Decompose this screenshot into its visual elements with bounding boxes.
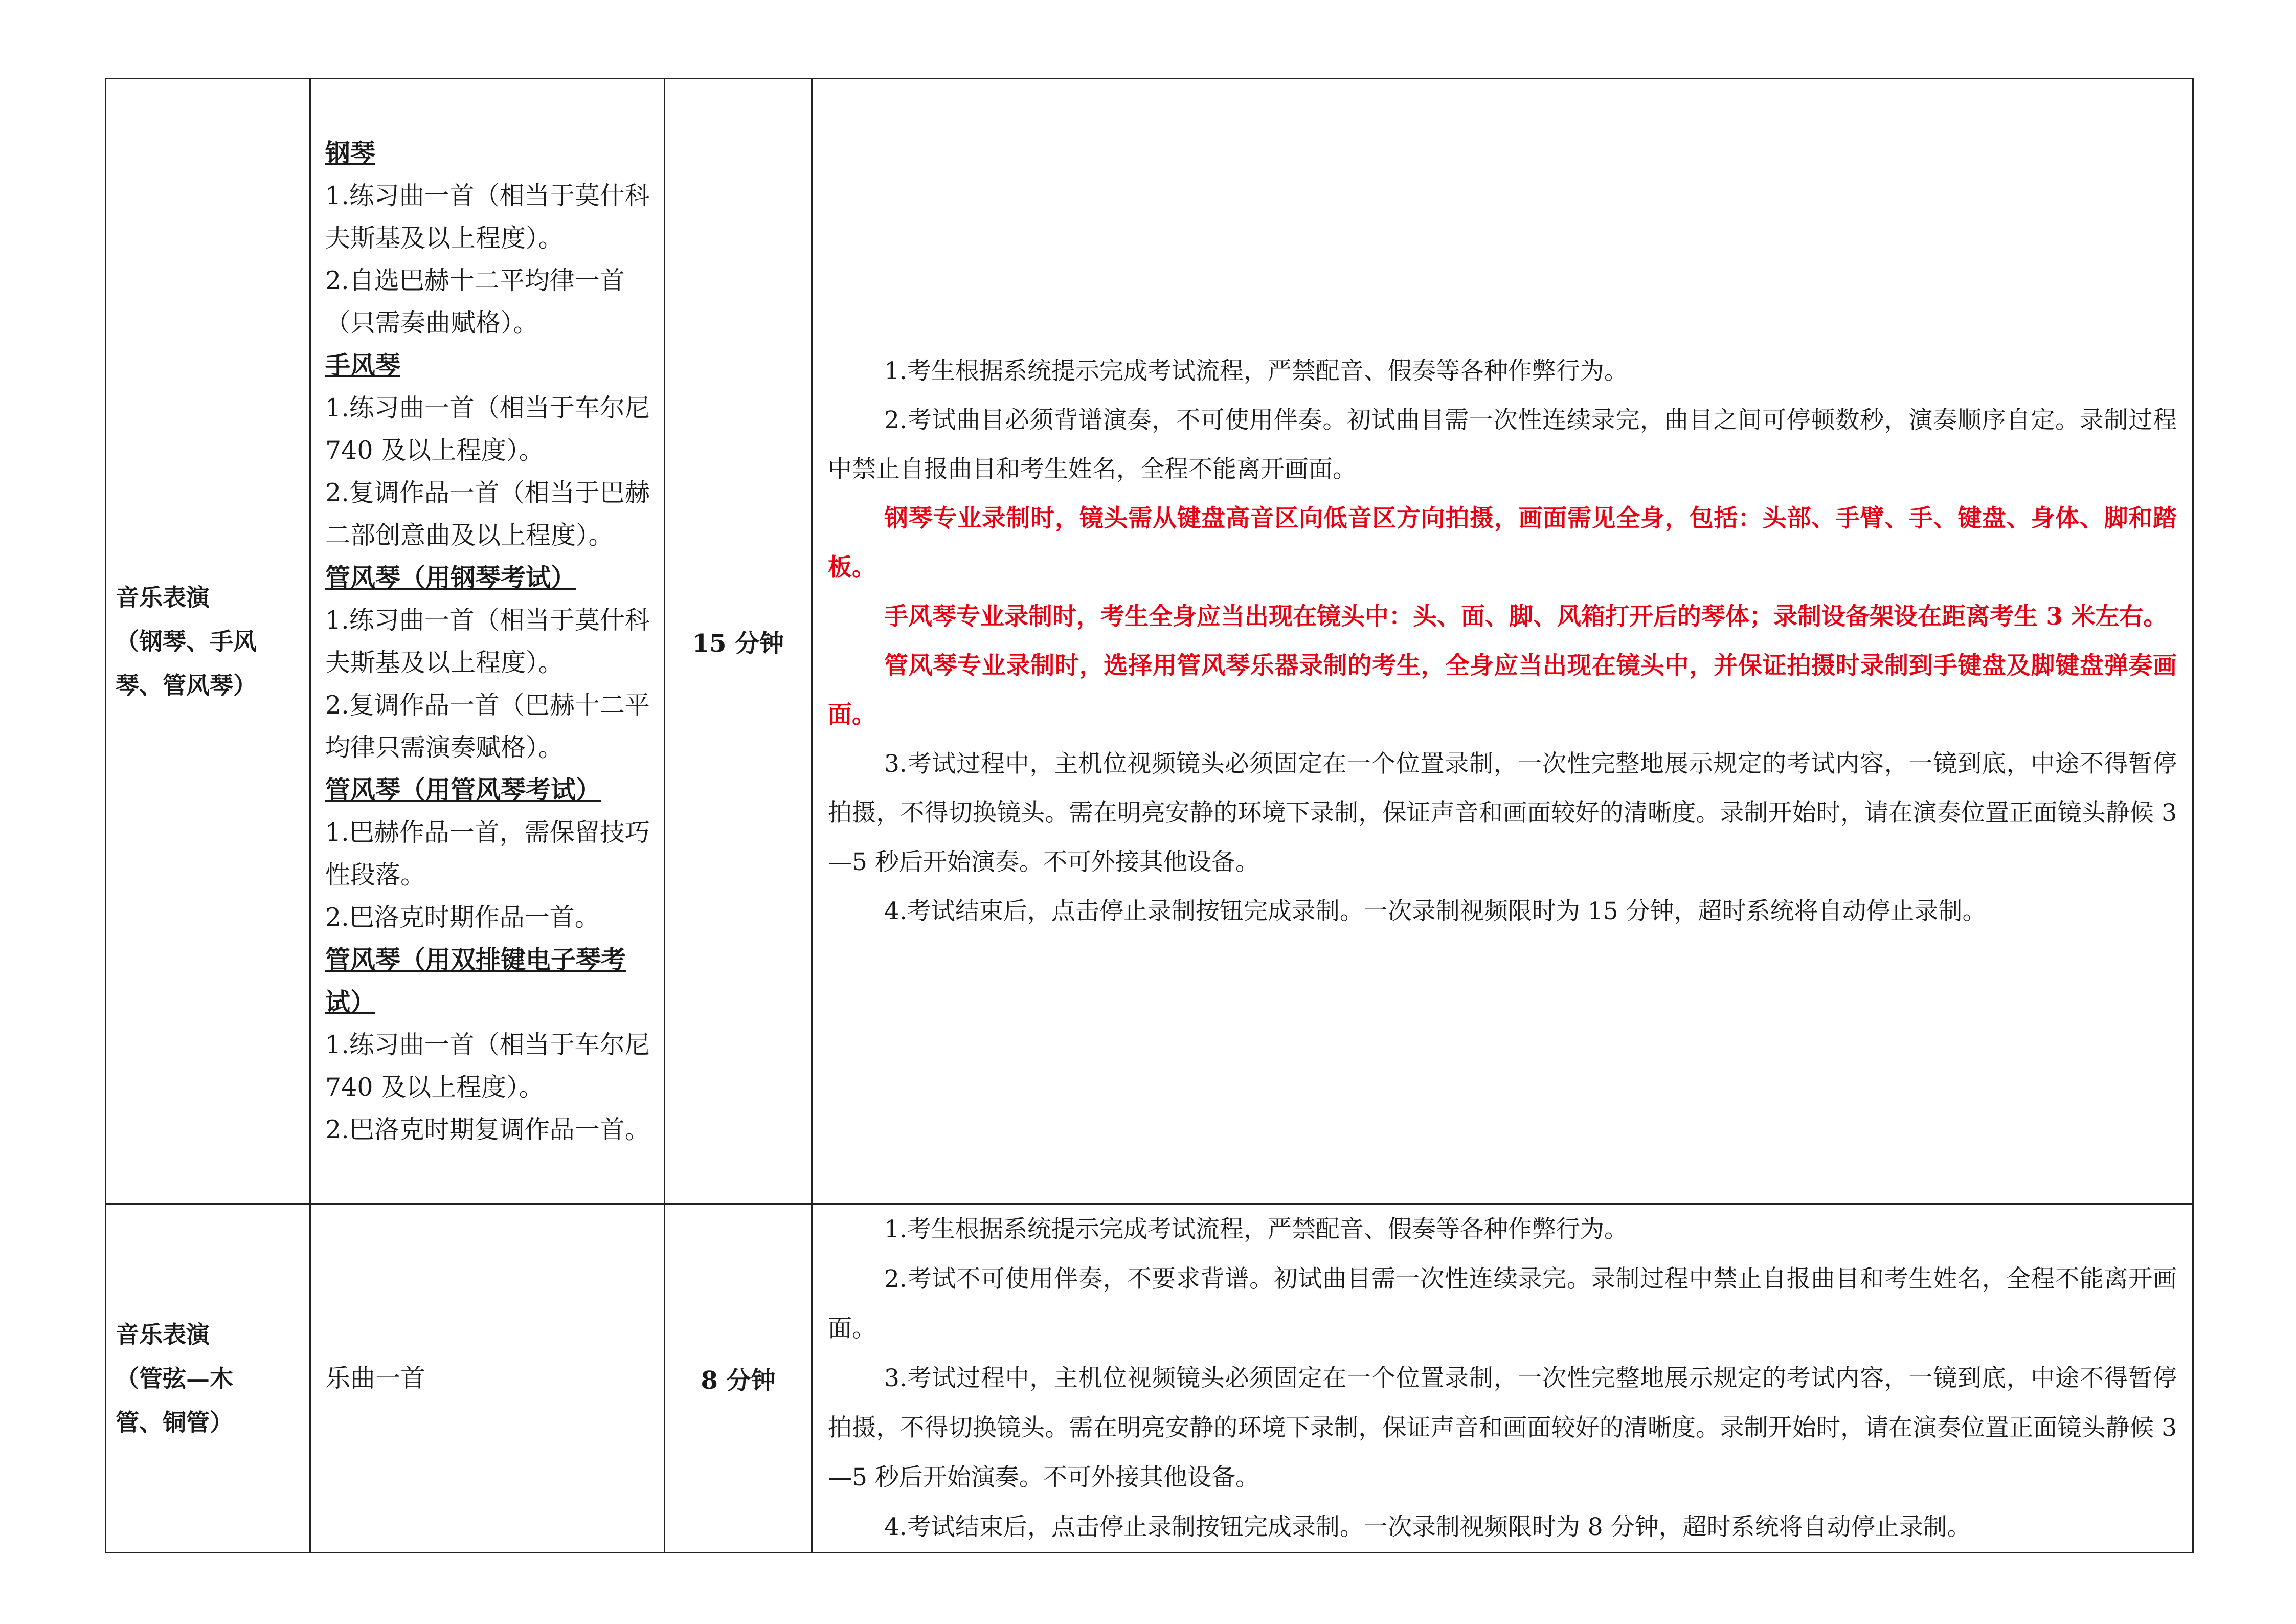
requirement-item: 4.考试结束后，点击停止录制按钮完成录制。一次录制视频限时为 15 分钟，超时系统将自动停止录制。 [884,897,1987,925]
major-name [106,575,309,707]
table-row [106,79,2193,1204]
content-line: 1.练习曲一首（相当于车尔尼 740 及以上程度）。 [325,1030,650,1102]
major-line: （钢琴、手风 [116,627,257,655]
major-line: 音乐表演 [116,583,210,611]
requirement-item: 4.考试结束后，点击停止录制按钮完成录制。一次录制视频限时为 8 分钟，超时系统将自动停止录制。 [884,1513,1971,1541]
content-line: 1.练习曲一首（相当于莫什科夫斯基及以上程度）。 [325,605,650,677]
requirement-item: 2.考试曲目必须背谱演奏，不可使用伴奏。初试曲目需一次性连续录完，曲目之间可停顿数秒，演奏顺序自定。录制过程中禁止自报曲目和考生姓名，全程不能离开画面。 [828,406,2177,483]
content-cell [310,1204,665,1553]
content-line: 乐曲一首 [325,1364,426,1393]
time-cell [665,79,812,1204]
time-cell [665,1204,812,1553]
major-line: （管弦—木 [116,1364,233,1392]
requirement-item: 3.考试过程中，主机位视频镜头必须固定在一个位置录制，一次性完整地展示规定的考试内容，一镜到底，中途不得暂停拍摄，不得切换镜头。需在明亮安静的环境下录制，保证声音和画面较好的清晰度。录制开始时，请在演奏位置正面镜头静候 3—5 秒后开始演奏。不可外接其他设备。 [828,749,2177,876]
time-limit: 8 分钟 [701,1366,776,1395]
time-limit: 15 分钟 [692,629,784,658]
recording-note: 钢琴专业录制时，镜头需从键盘高音区向低音区方向拍摄，画面需见全身，包括：头部、手臂、手、键盘、身体、脚和踏板。 [828,504,2177,582]
requirements-cell [812,1204,2193,1553]
requirement-item: 2.考试不可使用伴奏，不要求背谱。初试曲目需一次性连续录完。录制过程中禁止自报曲目和考生姓名，全程不能离开画面。 [828,1265,2177,1343]
requirements-cell [812,79,2193,1204]
recording-note: 管风琴专业录制时，选择用管风琴乐器录制的考生，全身应当出现在镜头中，并保证拍摄时录制到手键盘及脚键盘弹奏画面。 [828,651,2177,729]
content-cell [310,79,665,1204]
requirements-list [813,347,2192,936]
major-line: 琴、管风琴） [116,671,257,699]
exam-content-list [311,125,664,1158]
content-line: 2.巴洛克时期复调作品一首。 [325,1115,650,1144]
requirement-item: 1.考生根据系统提示完成考试流程，严禁配音、假奏等各种作弊行为。 [884,357,1628,385]
content-line: 1.练习曲一首（相当于车尔尼 740 及以上程度）。 [325,393,650,465]
content-line: 1.练习曲一首（相当于莫什科夫斯基及以上程度）。 [325,181,650,253]
major-name [106,1312,309,1444]
major-cell [106,1204,310,1553]
recording-note: 手风琴专业录制时，考生全身应当出现在镜头中：头、面、脚、风箱打开后的琴体；录制设备架设在距离考生 3 米左右。 [884,602,2168,631]
content-line: 1.巴赫作品一首，需保留技巧性段落。 [325,817,650,889]
instrument-heading: 钢琴 [325,138,376,168]
requirement-item: 3.考试过程中，主机位视频镜头必须固定在一个位置录制，一次性完整地展示规定的考试内容，一镜到底，中途不得暂停拍摄，不得切换镜头。需在明亮安静的环境下录制，保证声音和画面较好的清晰度。录制开始时，请在演奏位置正面镜头静候 3—5 秒后开始演奏。不可外接其他设备。 [828,1364,2177,1492]
exam-requirements-table [105,78,2194,1553]
content-line: 2.自选巴赫十二平均律一首（只需奏曲赋格）。 [325,265,625,338]
major-line: 管、铜管） [116,1408,233,1436]
major-line: 音乐表演 [116,1320,210,1348]
instrument-heading: 管风琴（用双排键电子琴考试） [325,944,626,1017]
content-line: 2.巴洛克时期作品一首。 [325,902,600,932]
instrument-heading: 管风琴（用管风琴考试） [325,774,601,805]
instrument-heading: 管风琴（用钢琴考试） [325,562,576,592]
major-cell [106,79,310,1204]
requirement-item: 1.考生根据系统提示完成考试流程，严禁配音、假奏等各种作弊行为。 [884,1215,1628,1243]
requirements-list [813,1205,2192,1552]
content-line: 2.复调作品一首（相当于巴赫二部创意曲及以上程度）。 [325,478,650,550]
instrument-heading: 手风琴 [325,350,401,380]
exam-content-list [311,1350,664,1407]
table-row [106,1204,2193,1553]
content-line: 2.复调作品一首（巴赫十二平均律只需演奏赋格）。 [325,690,650,762]
